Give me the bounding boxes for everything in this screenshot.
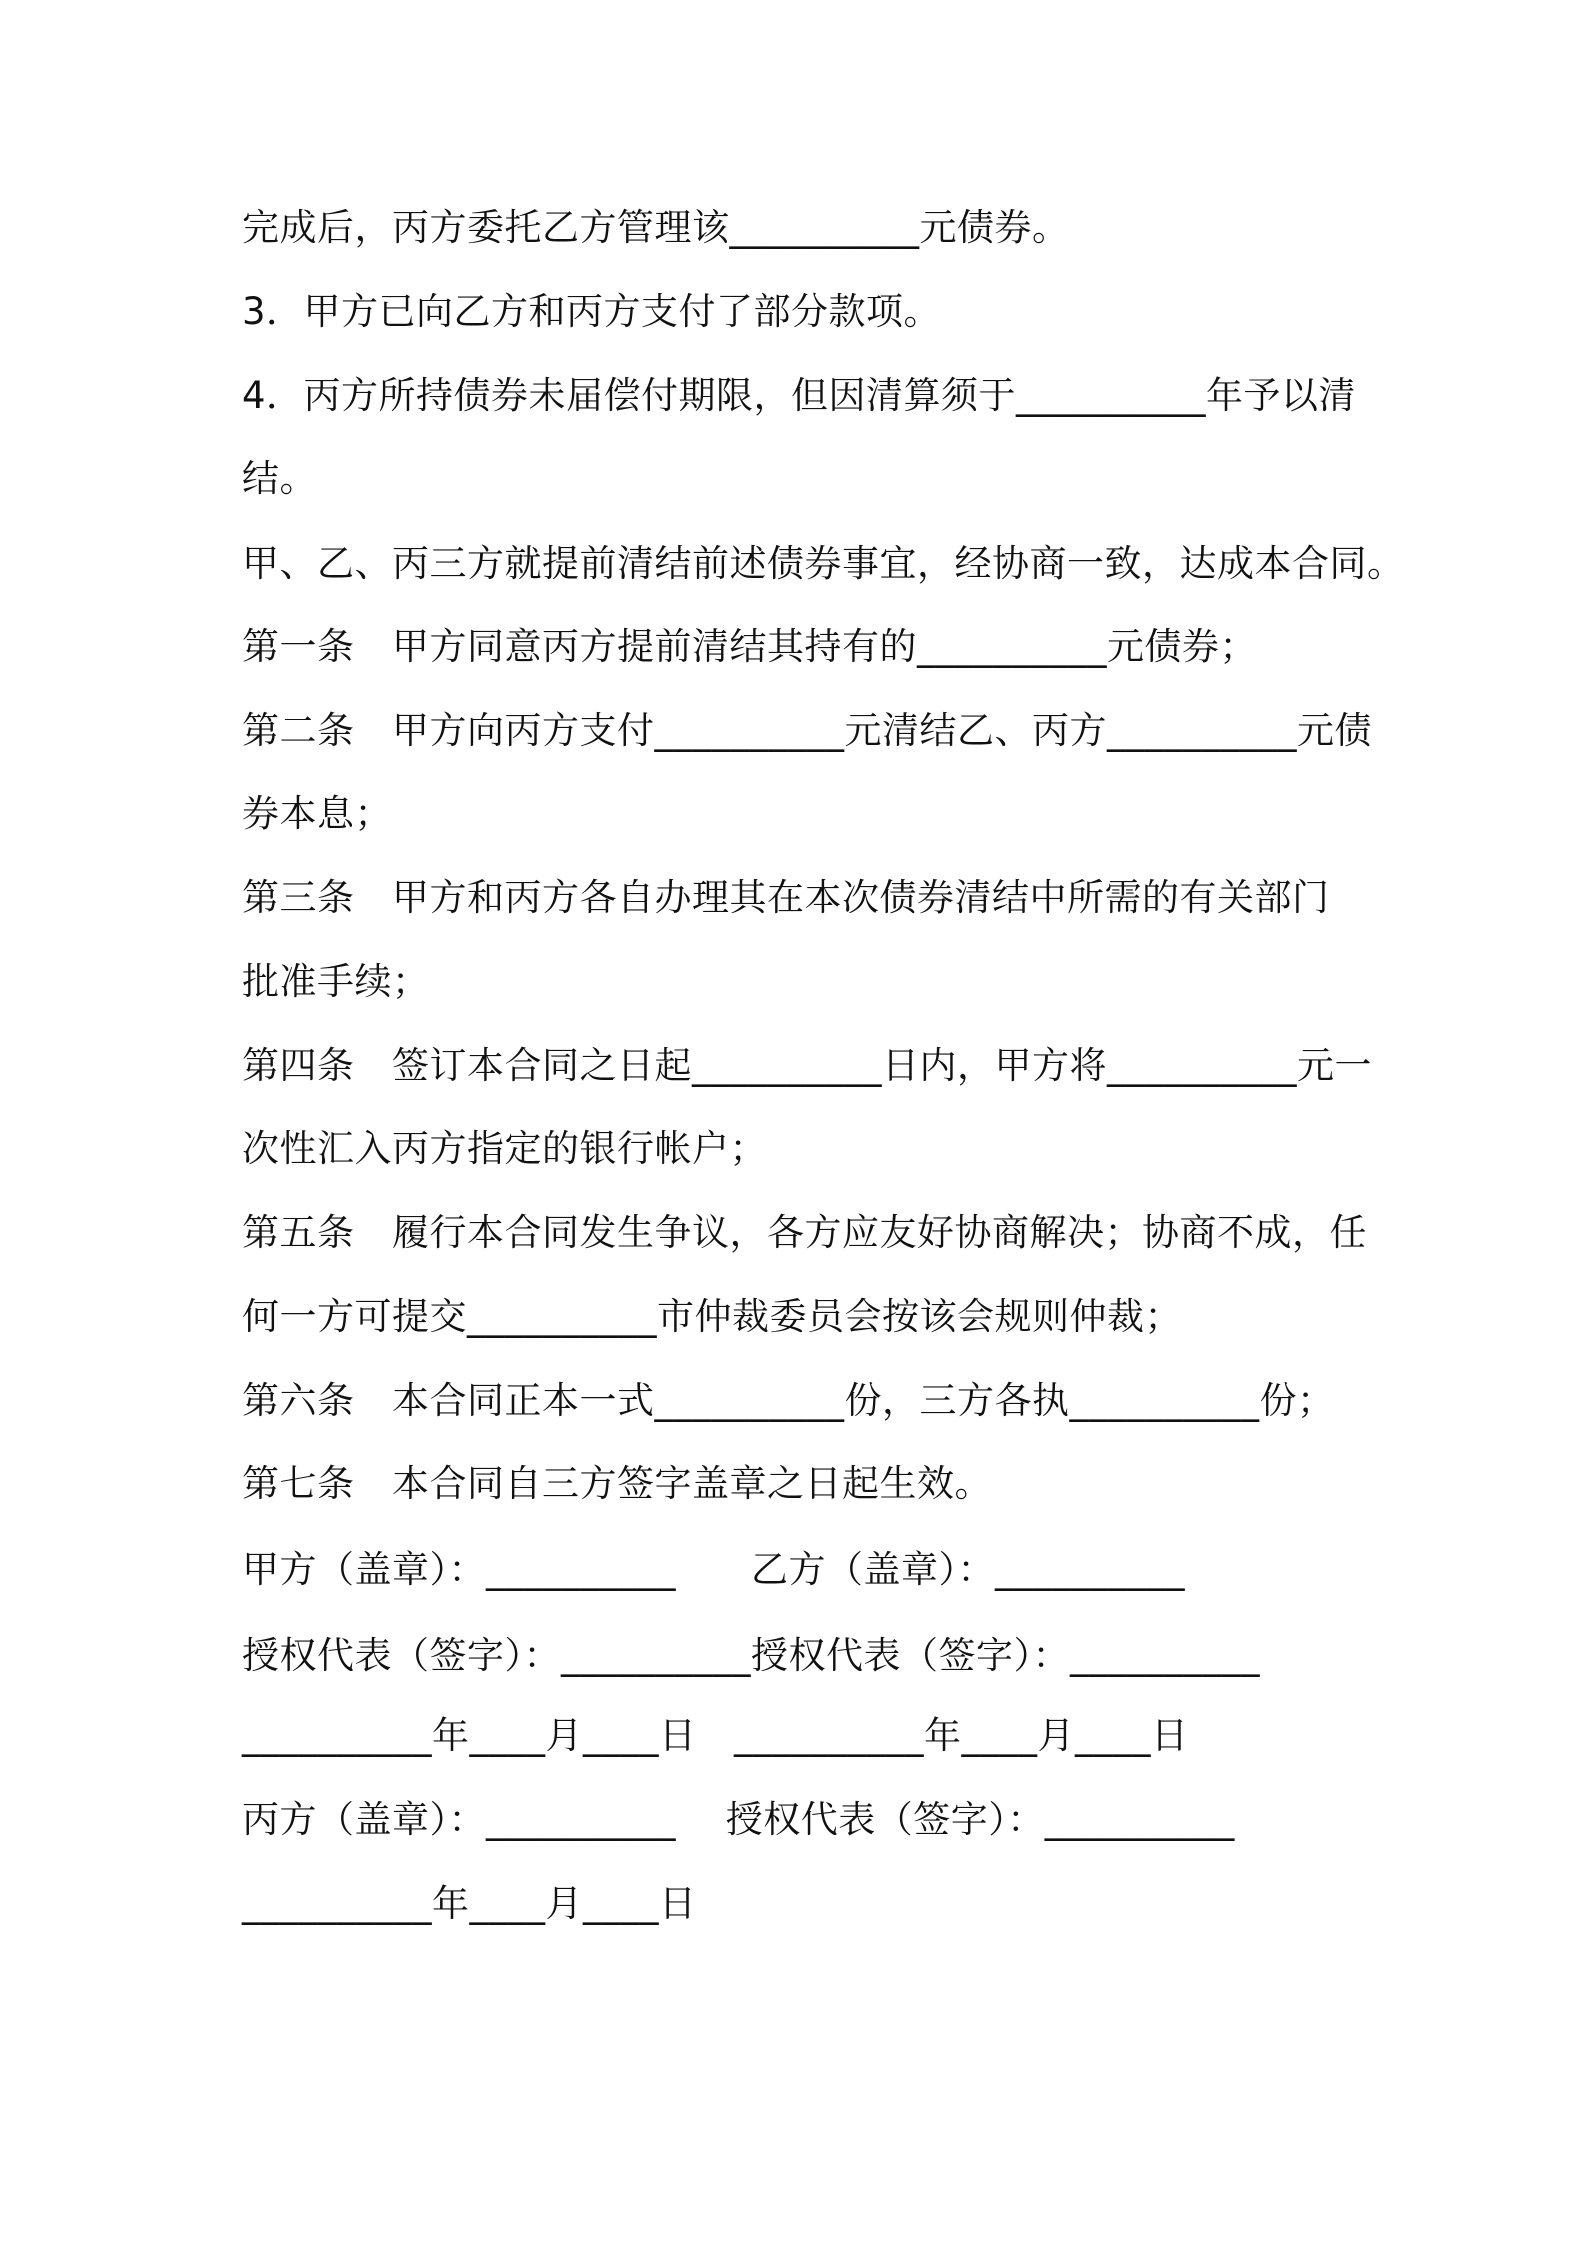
signature-dates: __________年____月____日 __________年____月____日: [242, 1714, 1189, 1757]
signature-date-c: __________年____月____日: [242, 1882, 697, 1925]
article-2-cont: 券本息；: [242, 792, 392, 835]
text-line-4: 结。: [242, 457, 317, 500]
article-3: 第三条 甲方和丙方各自办理其在本次债券清结中所需的有关部门: [242, 876, 1330, 919]
article-2: 第二条 甲方向丙方支付__________元清结乙、丙方__________元债: [242, 709, 1372, 752]
text-line-5: 甲、乙、丙三方就提前清结前述债券事宜，经协商一致，达成本合同。: [242, 542, 1405, 585]
article-3-cont: 批准手续；: [242, 960, 430, 1003]
signature-party-a-b: 甲方（盖章）：__________ 乙方（盖章）：__________: [242, 1548, 1185, 1591]
signature-representatives: 授权代表（签字）：__________授权代表（签字）：__________: [242, 1634, 1260, 1677]
text-line-2: 3．甲方已向乙方和丙方支付了部分款项。: [242, 290, 942, 333]
article-4: 第四条 签订本合同之日起__________日内，甲方将__________元一: [242, 1044, 1372, 1087]
article-6: 第六条 本合同正本一式__________份，三方各执__________份；: [242, 1379, 1335, 1422]
article-1: 第一条 甲方同意丙方提前清结其持有的__________元债券；: [242, 625, 1257, 668]
article-5: 第五条 履行本合同发生争议，各方应友好协商解决；协商不成，任: [242, 1211, 1367, 1254]
text-line-1: 完成后，丙方委托乙方管理该__________元债券。: [242, 206, 1070, 249]
signature-party-c: 丙方（盖章）：__________ 授权代表（签字）：__________: [242, 1798, 1235, 1841]
text-line-3: 4．丙方所持债券未届偿付期限，但因清算须于__________年予以清: [242, 374, 1357, 417]
article-5-cont: 何一方可提交__________市仲裁委员会按该会规则仲裁；: [242, 1295, 1182, 1338]
article-7: 第七条 本合同自三方签字盖章之日起生效。: [242, 1462, 992, 1505]
article-4-cont: 次性汇入丙方指定的银行帐户；: [242, 1127, 767, 1170]
